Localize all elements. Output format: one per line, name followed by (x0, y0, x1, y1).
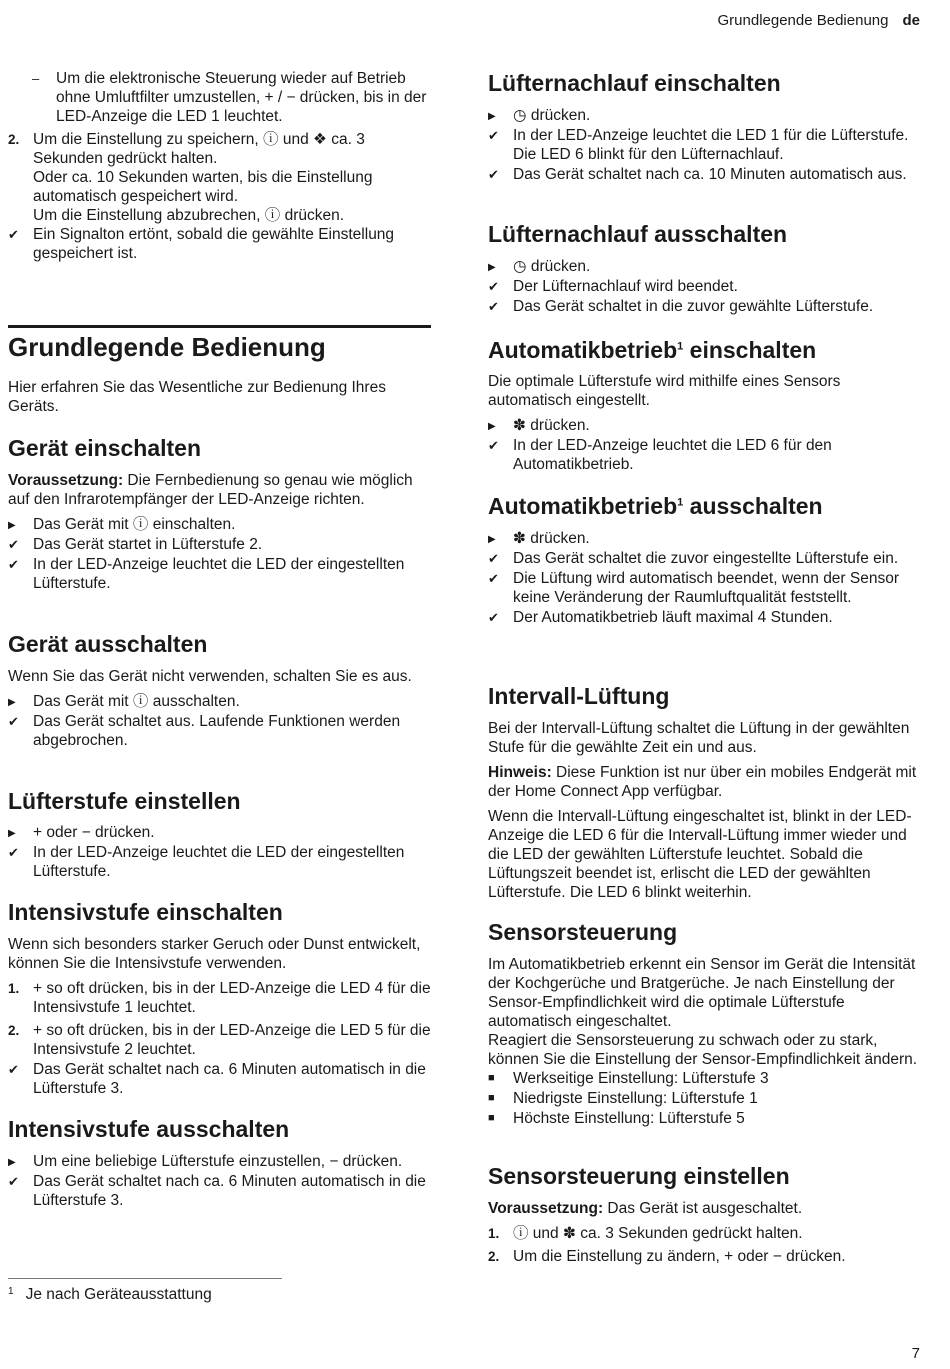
list-item: ▶ Um eine beliebige Lüfterstufe einzustellen, − drücken. (8, 1153, 403, 1170)
list-item: ■ Höchste Einstellung: Lüfterstufe 5 (488, 1110, 745, 1127)
list-item: ✔ In der LED-Anzeige leuchtet die LED der eingestellten Lüfterstufe. (8, 556, 405, 592)
list-item: ✔ In der LED-Anzeige leuchtet die LED der eingestellten Lüfterstufe. (8, 844, 405, 880)
check-icon: ✔ (8, 1062, 19, 1077)
step-number: 1. (488, 1226, 500, 1241)
section-body (8, 471, 433, 593)
step-number: 2. (8, 1023, 20, 1038)
arrow-icon: ▶ (488, 421, 496, 432)
list-item: 2. Um die Einstellung zu ändern, + oder − drücken. (488, 1248, 846, 1265)
square-bullet-icon: ■ (488, 1112, 495, 1124)
list-item: ▶ ◷ drücken. (488, 107, 591, 124)
check-icon: ✔ (488, 610, 499, 625)
list-item: ▶ Das Gerät mit ⓘ einschalten. (8, 516, 236, 533)
step-number: 1. (8, 981, 20, 996)
list-item: Um die Einstellung abzubrechen, ⓘ drücken. (33, 207, 345, 224)
list-item: 1. + so oft drücken, bis in der LED-Anzeige die LED 4 für die Intensivstufe 1 leuchtet. (8, 980, 431, 1016)
list-item: ▶ ◷ drücken. (488, 258, 591, 275)
dash-marker: – (32, 71, 40, 86)
check-icon: ✔ (8, 845, 19, 860)
intro-text: Hier erfahren Sie das Wesentliche zur Bedienung Ihres Geräts. (8, 379, 386, 415)
list-item: ■ Niedrigste Einstellung: Lüfterstufe 1 (488, 1090, 758, 1107)
page-header (718, 12, 921, 29)
list-item: ✔ Das Gerät schaltet nach ca. 10 Minuten automatisch aus. (488, 166, 907, 183)
section-body: Bei der Intervall-Lüftung schaltet die Lüftung in der gewählten Stufe für die gewählte Zeit ein und aus. Hinweis: Diese Funktion ist nur über ein mobiles Endgerät mit der Home Connect App verfügbar. Wenn die Intervall-Lüftung eingeschaltet ist, blinkt in der LED-Anzeige die LED 6 für die Intervall-Lüftung immer wieder und die LED der gewählten Lüfterstufe leuchtet. Sobald die Lüftungszeit beendet ist, erlischt die LED der gewählten Lüfterstufe. Die LED 6 blinkt weiterhin. (488, 719, 920, 902)
section-body (488, 106, 920, 184)
header-title: Grundlegende Bedienung (717, 12, 889, 29)
arrow-icon: ▶ (8, 1157, 16, 1168)
section-title: Lüfterstufe einstellen (8, 788, 241, 814)
section-title: Automatikbetrieb$^1$ ausschalten (488, 493, 823, 519)
list-item: ✔ Das Gerät schaltet nach ca. 6 Minuten automatisch in die Lüfterstufe 3. (8, 1173, 426, 1209)
list-item: ✔ Das Gerät startet in Lüfterstufe 2. (8, 536, 263, 553)
list-item: ▶ ✽ drücken. (488, 417, 590, 434)
prerequisite: Voraussetzung: Das Gerät ist ausgeschaltet. (488, 1200, 803, 1217)
section-title: Sensorsteuerung (488, 919, 678, 945)
list-item: ✔ Das Gerät schaltet die zuvor eingestellte Lüfterstufe ein. (488, 550, 899, 567)
step-number: 2. (488, 1249, 500, 1264)
section-body (8, 823, 433, 881)
section-title: Gerät ausschalten (8, 631, 208, 657)
list-item: ▶ ✽ drücken. (488, 530, 590, 547)
list-item: – Um die elektronische Steuerung wieder auf Betrieb ohne Umluftfilter umzustellen, + / − drücken, bis in der LED-Anzeige die LED 1 leuchtet. (32, 70, 427, 125)
list-item: ✔ Der Lüfternachlauf wird beendet. (488, 278, 738, 295)
check-icon: ✔ (8, 537, 19, 552)
square-bullet-icon: ■ (488, 1072, 495, 1084)
check-icon: ✔ (488, 571, 499, 586)
section-title: Gerät einschalten (8, 435, 202, 461)
arrow-icon: ▶ (8, 697, 16, 708)
footnote: $^1$ Je nach Geräteausstattung (8, 1286, 212, 1303)
list-item: 2. Um die Einstellung zu speichern, ⓘ und ❖ ca. 3 Sekunden gedrückt halten. (8, 131, 365, 167)
arrow-icon: ▶ (488, 111, 496, 122)
language-code: de (902, 12, 920, 29)
section-title: Automatikbetrieb$^1$ einschalten (488, 337, 817, 363)
arrow-icon: ▶ (488, 534, 496, 545)
list-item: ✔ Ein Signalton ertönt, sobald die gewählte Einstellung gespeichert ist. (8, 226, 395, 262)
prerequisite: Voraussetzung: Die Fernbedienung so genau wie möglich auf den Infrarotempfänger der LED-Anzeige richten. (8, 472, 413, 508)
section-title: Sensorsteuerung einstellen (488, 1163, 790, 1189)
list-item: ✔ Die Lüftung wird automatisch beendet, wenn der Sensor keine Veränderung der Raumluftqualität feststellt. (488, 570, 900, 606)
check-icon: ✔ (488, 299, 499, 314)
footnote-rule (8, 1278, 282, 1279)
section-title: Lüfternachlauf ausschalten (488, 221, 788, 247)
list-item: ✔ In der LED-Anzeige leuchtet die LED 6 für den Automatikbetrieb. (488, 437, 832, 473)
page-number: 7 (911, 1345, 920, 1362)
arrow-icon: ▶ (8, 828, 16, 839)
section-body: Im Automatikbetrieb erkennt ein Sensor im Gerät die Intensität der Kochgerüche und Bratgerüche. Je nach Einstellung der Sensor-Empfindlichkeit wird die optimale Lüfterstufe automatisch eingeschaltet. Reagiert die Sensorsteuerung zu schwach oder zu stark, können Sie die Einstellung der Sensor-Empfindlichkeit ändern. ■ Werkseitige Einstellung: Lüfterstufe 3 ■ Niedrigste Einstellung: Lüfterstufe 1 ■ Höchste Einstellung: Lüfterstufe 5 (488, 955, 920, 1128)
section-body (488, 529, 920, 627)
section-title: Intensivstufe ausschalten (8, 1116, 290, 1142)
main-title: Grundlegende Bedienung (8, 332, 326, 362)
list-item: ✔ Das Gerät schaltet in die zuvor gewählte Lüfterstufe. (488, 298, 874, 315)
check-icon: ✔ (488, 438, 499, 453)
hint: Hinweis: Diese Funktion ist nur über ein mobiles Endgerät mit der Home Connect App verfügbar. (488, 764, 917, 800)
square-bullet-icon: ■ (488, 1092, 495, 1104)
section-title: Intervall-Lüftung (488, 683, 670, 709)
check-icon: ✔ (8, 1174, 19, 1189)
step-number: 2. (8, 132, 20, 147)
list-item: ✔ Der Automatikbetrieb läuft maximal 4 Stunden. (488, 609, 833, 626)
check-icon: ✔ (488, 128, 499, 143)
check-icon: ✔ (488, 551, 499, 566)
check-icon: ✔ (8, 227, 19, 242)
list-item: ▶ Das Gerät mit ⓘ ausschalten. (8, 693, 240, 710)
list-item: 1. ⓘ und ✽ ca. 3 Sekunden gedrückt halten. (488, 1225, 803, 1242)
list-item: ✔ In der LED-Anzeige leuchtet die LED 1 für die Lüfterstufe. Die LED 6 blinkt für den Lüfternachlauf. (488, 127, 909, 163)
check-icon: ✔ (488, 279, 499, 294)
list-item: Oder ca. 10 Sekunden warten, bis die Einstellung automatisch gespeichert wird. (33, 169, 373, 205)
section-title: Lüfternachlauf einschalten (488, 70, 781, 96)
section-body (488, 1199, 920, 1266)
section-rule (8, 325, 431, 328)
check-icon: ✔ (8, 557, 19, 572)
arrow-icon: ▶ (8, 520, 16, 531)
section-body: Wenn sich besonders starker Geruch oder Dunst entwickelt, können Sie die Intensivstufe verwenden. 1. + so oft drücken, bis in der LED-Anzeige die LED 4 für die Intensivstufe 1 leuchtet. 2. + so oft drücken, bis in der LED-Anzeige die LED 5 für die Intensivstufe 2 leuchtet. ✔ Das Gerät schaltet nach ca. 6 Minuten automatisch in die Lüfterstufe 3. (8, 935, 433, 1098)
list-item: ■ Werkseitige Einstellung: Lüfterstufe 3 (488, 1070, 769, 1087)
list-item: 2. + so oft drücken, bis in der LED-Anzeige die LED 5 für die Intensivstufe 2 leuchtet. (8, 1022, 431, 1058)
top-steps (8, 69, 433, 263)
arrow-icon: ▶ (488, 262, 496, 273)
section-body: Wenn Sie das Gerät nicht verwenden, schalten Sie es aus. ▶ Das Gerät mit ⓘ ausschalten. ✔ Das Gerät schaltet aus. Laufende Funktionen werden abgebrochen. (8, 667, 433, 750)
section-body (488, 257, 920, 316)
section-body (8, 1152, 433, 1210)
list-item: ✔ Das Gerät schaltet nach ca. 6 Minuten automatisch in die Lüfterstufe 3. (8, 1061, 426, 1097)
section-body: Die optimale Lüfterstufe wird mithilfe eines Sensors automatisch eingestellt. ▶ ✽ drücken. ✔ In der LED-Anzeige leuchtet die LED 6 für den Automatikbetrieb. (488, 372, 920, 474)
list-item: ✔ Das Gerät schaltet aus. Laufende Funktionen werden abgebrochen. (8, 713, 401, 749)
check-icon: ✔ (488, 167, 499, 182)
section-title: Intensivstufe einschalten (8, 899, 283, 925)
list-item: ▶ + oder − drücken. (8, 824, 155, 841)
check-icon: ✔ (8, 714, 19, 729)
